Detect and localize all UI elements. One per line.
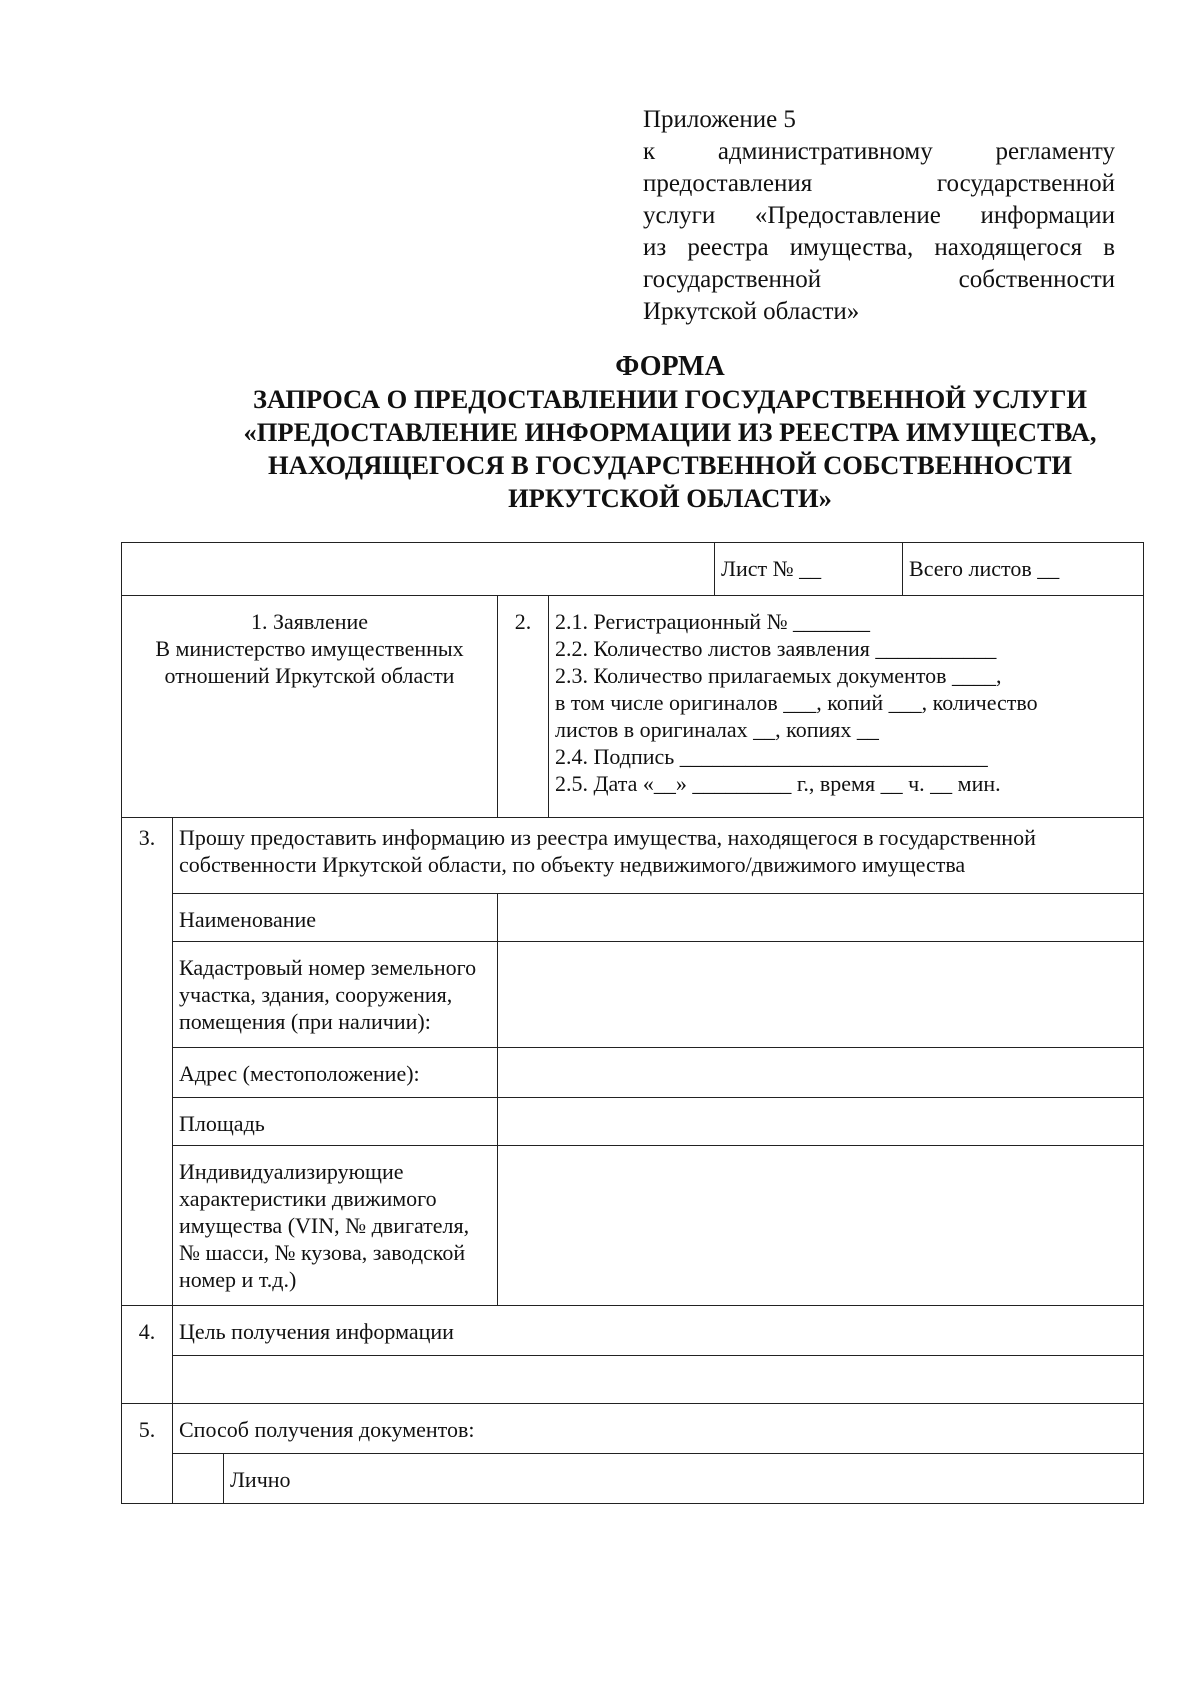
field-row [122,942,1144,1048]
section-3-request-row [122,818,1144,894]
registration-number-line[interactable]: 2.1. Регистрационный № _______ [555,609,871,634]
field-row [122,894,1144,942]
appendix-line: государственной собственности [643,266,1115,293]
section-5-number: 5. [122,1404,173,1504]
request-text: Прошу предоставить информацию из реестра имущества, находящегося в государственной собственности Иркутской области, по объекту недвижимого/движимого имущества [173,818,1144,894]
field-row [122,1048,1144,1098]
field-value-area[interactable] [498,1098,1144,1146]
appendix-line: из реестра имущества, находящегося в [643,234,1115,261]
signature-line[interactable]: 2.4. Подпись ____________________________ [555,744,988,769]
appendix-line: Иркутской области» [643,298,860,325]
originals-copies-line[interactable]: в том числе оригиналов ___, копий ___, количество [555,690,1038,715]
sheet-header-row [122,543,1144,596]
field-row [122,1098,1144,1146]
field-label-address: Адрес (местоположение): [173,1048,498,1098]
field-label-area: Площадь [173,1098,498,1146]
request-form-table [121,542,1144,1504]
purpose-value-row [122,1356,1144,1404]
section-3-number: 3. [122,818,173,1306]
appendix-block [643,104,1115,328]
date-time-line[interactable]: 2.5. Дата «__» _________ г., время __ ч. __ мин. [555,771,1001,796]
section-1-2-row [122,596,1144,818]
form-title [120,350,1200,515]
form-title-line: ИРКУТСКОЙ ОБЛАСТИ» [508,483,832,513]
field-label-cadastral-number: Кадастровый номер земельного участка, здания, сооружения, помещения (при наличии): [173,942,498,1048]
form-title-line: «ПРЕДОСТАВЛЕНИЕ ИНФОРМАЦИИ ИЗ РЕЕСТРА ИМУЩЕСТВА, [243,417,1097,447]
appendix-line: предоставления государственной [643,170,1115,197]
field-value-cadastral-number[interactable] [498,942,1144,1048]
form-title-line: НАХОДЯЩЕГОСЯ В ГОСУДАРСТВЕННОЙ СОБСТВЕННОСТИ [268,450,1072,480]
delivery-method-label: Способ получения документов: [173,1404,1144,1454]
field-row [122,1146,1144,1306]
section-2-number: 2. [498,596,549,818]
delivery-option-row [122,1454,1144,1504]
registration-cell [549,596,1144,818]
field-value-name[interactable] [498,894,1144,942]
purpose-value-field[interactable] [173,1356,1144,1404]
attached-documents-line[interactable]: 2.3. Количество прилагаемых документов ____, [555,663,1002,688]
appendix-line: к административному регламенту [643,138,1115,165]
application-line: 1. Заявление [250,609,369,634]
section-4-row [122,1306,1144,1356]
purpose-label: Цель получения информации [173,1306,1144,1356]
section-5-row [122,1404,1144,1454]
form-title-line: ЗАПРОСА О ПРЕДОСТАВЛЕНИИ ГОСУДАРСТВЕННОЙ УСЛУГИ [252,384,1088,414]
delivery-option-checkbox[interactable] [173,1454,224,1504]
field-value-characteristics[interactable] [498,1146,1144,1306]
sheet-number-field[interactable]: Лист № __ [715,543,903,596]
application-line: В министерство имущественных [155,636,464,661]
total-sheets-field[interactable]: Всего листов __ [903,543,1144,596]
section-4-number: 4. [122,1306,173,1404]
field-label-characteristics: Индивидуализирующие характеристики движимого имущества (VIN, № двигателя, № шасси, № кузова, заводской номер и т.д.) [173,1146,498,1306]
appendix-line: Приложение 5 [643,106,796,133]
sheets-in-originals-line[interactable]: листов в оригиналах __, копиях __ [555,717,879,742]
form-title-line: ФОРМА [615,351,725,382]
application-line: отношений Иркутской области [164,663,455,688]
field-value-address[interactable] [498,1048,1144,1098]
application-cell [122,596,498,818]
blank-cell [122,543,715,596]
application-sheets-line[interactable]: 2.2. Количество листов заявления ___________ [555,636,997,661]
field-label-name: Наименование [173,894,498,942]
delivery-option-label[interactable]: Лично [224,1454,1144,1504]
appendix-line: услуги «Предоставление информации [643,202,1115,229]
